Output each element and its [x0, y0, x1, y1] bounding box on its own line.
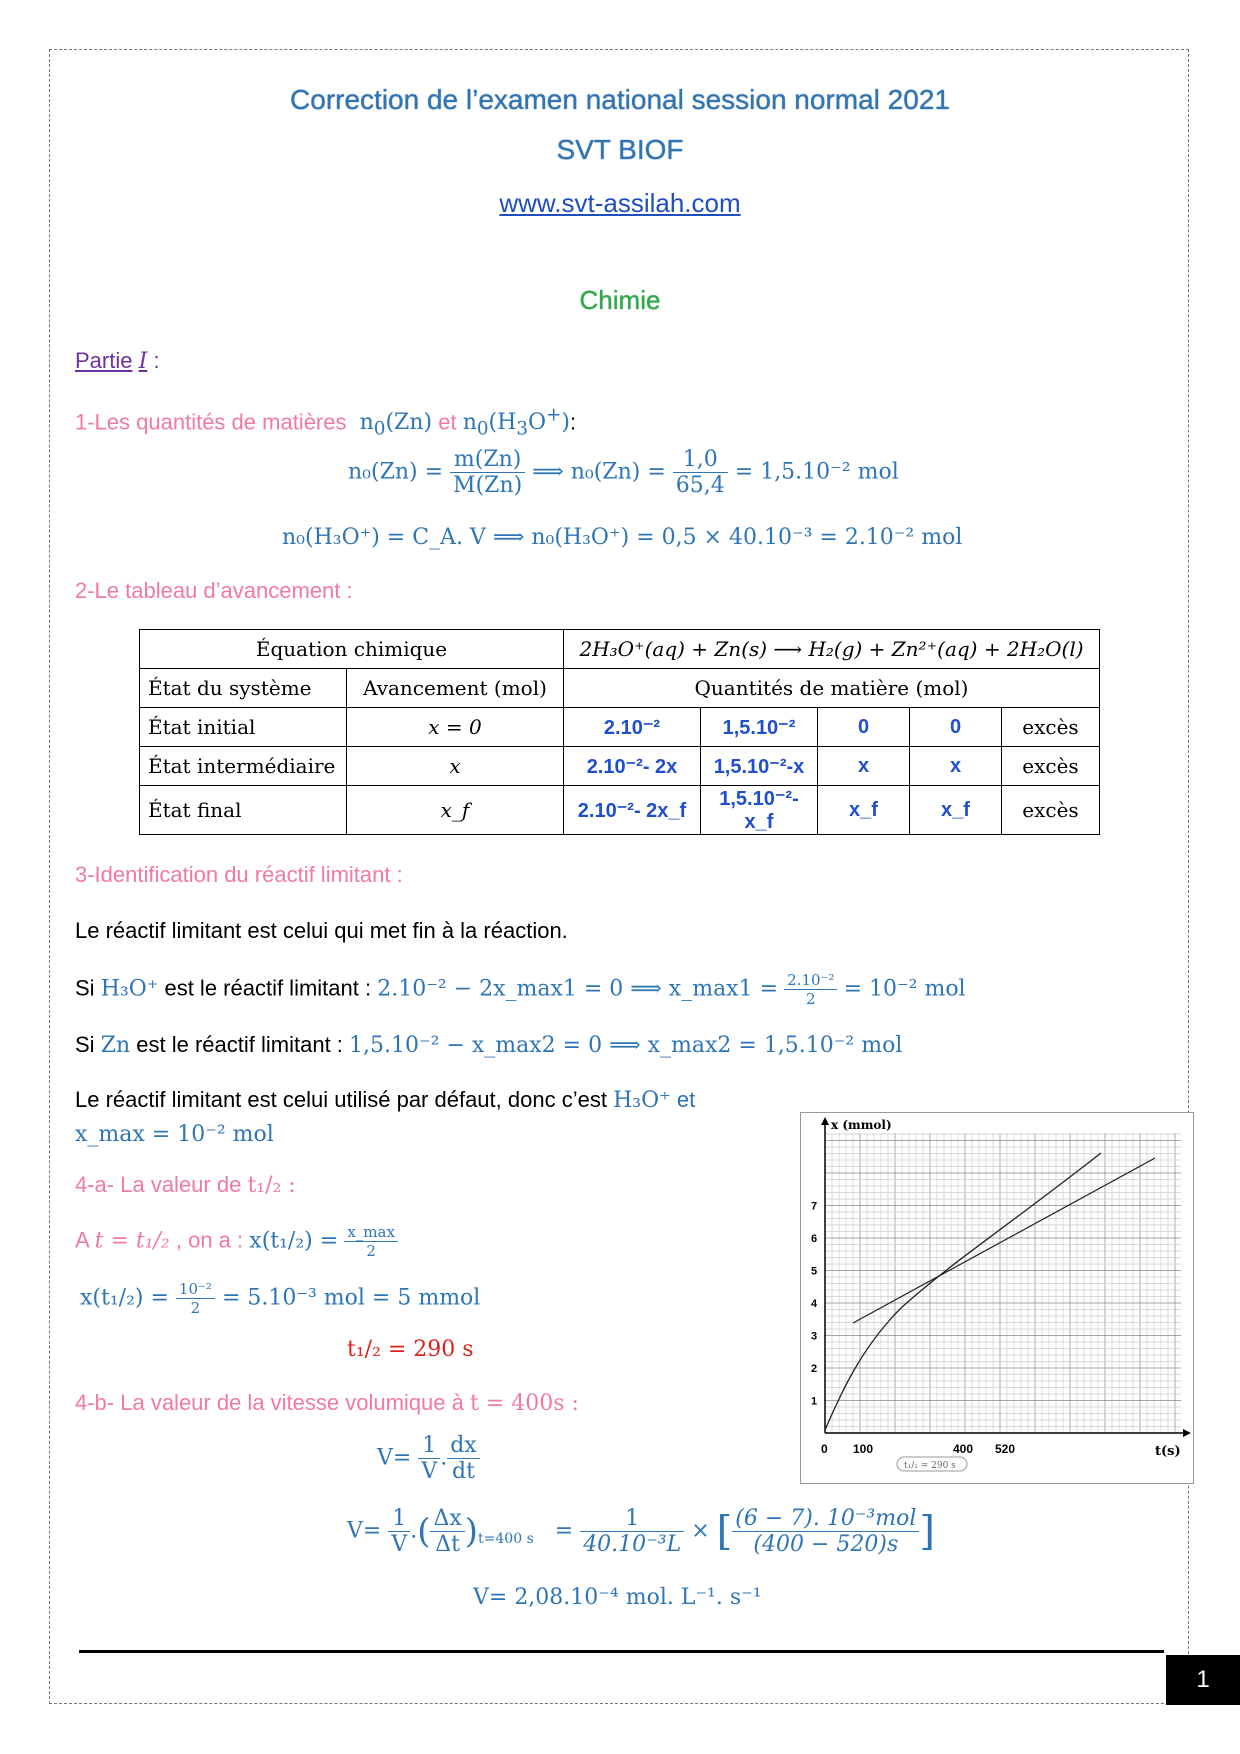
row-zn: 1,5.10⁻²-x [701, 747, 818, 786]
q4b-line2: V= $\frac{1}{V}$ .( $\frac{\Delta x}{\Delta t}$ )$_{t=400 s}$ = $\frac{1}{\text{40.10⁻³L}}$ × [ $\frac{\text{(6 − 7). 10⁻³mol}}{(400 - 520)s}$ ] [347, 1506, 936, 1557]
q4a-heading-sym: t₁/₂ : [247, 1173, 296, 1198]
document-subtitle: SVT BIOF [556, 134, 684, 165]
curve-x-t [825, 1153, 1101, 1430]
q3-p2-species: H₃O⁺ [100, 976, 159, 1002]
row-h2o: excès [1002, 747, 1100, 786]
q3-p4-eq: x_max = 10⁻² mol [75, 1122, 274, 1147]
q4b-l2-dot: . [410, 1518, 418, 1544]
q1-l1-den: M(Zn) [453, 473, 523, 498]
row-state: État initial [140, 708, 347, 747]
q4b-heading-text: 4-b- La valeur de la vitesse volumique à [75, 1390, 464, 1415]
q4b-l2-times: × [691, 1518, 710, 1544]
row-adv: x = 0 [347, 708, 564, 747]
graph-xlabel: t(s) [1155, 1444, 1181, 1459]
q4b-l1-dot: . [440, 1445, 448, 1471]
q4b-l2-n2: Δx [430, 1506, 464, 1532]
q4b-l2-sub: t=400 s [478, 1530, 534, 1547]
y-tick-label: 3 [811, 1330, 818, 1343]
q3-p4-text: Le réactif limitant est celui utilisé par défaut, donc c’est [75, 1087, 607, 1112]
row-zn2: x [910, 747, 1002, 786]
row-h3o: 2.10⁻² [564, 708, 701, 747]
q4b-line1 [377, 1433, 480, 1484]
row-h3o: 2.10⁻²- 2x [564, 747, 701, 786]
q4b-l2-n1: 1 [388, 1506, 410, 1532]
q3-p3-eq: 1,5.10⁻² − x_max2 = 0 ⟹ x_max2 = 1,5.10⁻² mol [349, 1033, 903, 1058]
q1-et: et [438, 409, 457, 435]
q4b-l1-d1: V [421, 1459, 438, 1484]
x-tick-label: 100 [853, 1442, 874, 1456]
website-link[interactable] [0, 188, 1240, 219]
row-h2: x [818, 747, 910, 786]
q4a-l2-den: 2 [190, 1299, 201, 1317]
q3-p3-species: Zn [100, 1033, 131, 1058]
q4a-l1-eq: x(t₁/₂) = [249, 1228, 339, 1254]
q4a-l1-t: t = t₁/₂ [94, 1228, 170, 1254]
y-tick-label: 2 [811, 1363, 818, 1375]
q4b-l1-n2: dx [447, 1433, 480, 1459]
q1-l1-rhs: = 1,5.10⁻² mol [734, 459, 899, 485]
q1-l1-mid: ⟹ n₀(Zn) = [532, 459, 666, 485]
row-zn: 1,5.10⁻²- x_f [701, 786, 818, 835]
row-adv: x [347, 747, 564, 786]
q2-heading: 2-Le tableau d’avancement : [75, 578, 353, 603]
q3-p2-text: est le réactif limitant : [164, 975, 372, 1001]
avancement-table [139, 629, 1100, 835]
q1-l1-num2: 1,0 [673, 447, 728, 473]
q1-l1-num: m(Zn) [450, 447, 525, 473]
q4b-l2-d2: Δt [435, 1532, 460, 1557]
row-state: État final [140, 786, 347, 835]
q4a-l1-num: x_max [344, 1223, 398, 1242]
q3-p2-eq: 2.10⁻² − 2x_max1 = 0 ⟹ x_max1 = [377, 976, 779, 1002]
q4a-l1-b: , on a : [175, 1227, 244, 1253]
q1-equation-1 [348, 447, 899, 498]
kinetics-graph [800, 1112, 1194, 1484]
q3-p2-den: 2 [806, 990, 816, 1008]
graph-annotation: t₁/₂ = 290 s [904, 1461, 956, 1471]
q4b-l2-n4: (6 − 7). 10⁻³mol [732, 1506, 919, 1532]
graph-ylabel: x (mmol) [831, 1118, 892, 1132]
q3-p2-num: 2.10⁻² [784, 971, 837, 990]
row-zn2: x_f [910, 786, 1002, 835]
q4a-line1 [75, 1223, 398, 1260]
q4a-l2-eq: x(t₁/₂) = [80, 1285, 169, 1311]
y-tick-label: 7 [811, 1200, 818, 1213]
q3-p3-text: est le réactif limitant : [136, 1032, 343, 1057]
q4b-l2-n3: 1 [580, 1506, 684, 1532]
q4b-l1-d2: dt [452, 1459, 475, 1484]
q4b-l1-n1: 1 [418, 1433, 440, 1459]
website-text[interactable]: www.svt-assilah.com [499, 188, 741, 218]
x-axis-arrow-icon [1183, 1429, 1191, 1437]
table-eq-label: Équation chimique [140, 630, 564, 669]
graph-svg [801, 1113, 1193, 1483]
page-number: 1 [1166, 1655, 1240, 1705]
q4a-l2-rhs: = 5.10⁻³ mol = 5 mmol [221, 1285, 481, 1311]
q4b-heading [75, 1390, 579, 1416]
row-zn2: 0 [910, 708, 1002, 747]
row-zn: 1,5.10⁻² [701, 708, 818, 747]
q1-l1-den2: 65,4 [675, 473, 725, 498]
q3-p4 [75, 1087, 695, 1113]
document-title: Correction de l’examen national session normal 2021 [290, 84, 950, 115]
row-h3o: 2.10⁻²- 2x_f [564, 786, 701, 835]
y-tick-label: 5 [811, 1265, 818, 1278]
graph-grid [825, 1133, 1181, 1433]
row-h2o: excès [1002, 786, 1100, 835]
q4a-l1-den: 2 [366, 1242, 376, 1260]
table-col-qty: Quantités de matière (mol) [564, 669, 1100, 708]
y-axis-arrow-icon [821, 1117, 829, 1125]
q1-equation-2: n₀(H₃O⁺) = C_A. V ⟹ n₀(H₃O⁺) = 0,5 × 40.10⁻³ = 2.10⁻² mol [282, 525, 963, 550]
table-col-adv: Avancement (mol) [347, 669, 564, 708]
q4b-l2-v: V= [347, 1518, 382, 1544]
q4a-heading-text: 4-a- La valeur de [75, 1172, 242, 1197]
tangent-line [853, 1158, 1155, 1323]
q4b-l1-v: V= [377, 1445, 412, 1471]
x-tick-label: 0 [821, 1442, 828, 1456]
table-equation: 2H₃O⁺(aq) + Zn(s) ⟶ H₂(g) + Zn²⁺(aq) + 2H₂O(l) [564, 630, 1100, 669]
q4b-l2-d3: 40.10⁻³L [583, 1532, 682, 1557]
q3-p2-si: Si [75, 975, 95, 1001]
table-col-state: État du système [140, 669, 347, 708]
q3-heading: 3-Identification du réactif limitant : [75, 862, 403, 887]
section-title: Chimie [579, 285, 661, 315]
q3-p1: Le réactif limitant est celui qui met fin à la réaction. [75, 918, 568, 943]
row-h2o: excès [1002, 708, 1100, 747]
y-tick-label: 1 [811, 1395, 818, 1408]
q4b-l2-d4: (400 − 520)s [753, 1532, 899, 1557]
footer-rule [79, 1650, 1164, 1653]
partie-colon: : [153, 348, 160, 373]
q3-p2-rhs: = 10⁻² mol [843, 976, 966, 1002]
partie-numeral: I [138, 349, 148, 374]
table-row [140, 786, 1100, 835]
q4a-l2-num: 10⁻² [176, 1280, 215, 1299]
y-tick-label: 6 [811, 1233, 818, 1245]
partie-heading [75, 348, 160, 374]
q4a-result: t₁/₂ = 290 s [347, 1337, 474, 1362]
row-h2: 0 [818, 708, 910, 747]
q4a-line2 [80, 1280, 480, 1317]
row-h2: x_f [818, 786, 910, 835]
q1-l1-lhs: n₀(Zn) = [348, 459, 444, 485]
partie-label: Partie [75, 348, 133, 373]
q4b-l2-d1: V [391, 1532, 408, 1557]
q3-p3-si: Si [75, 1032, 95, 1057]
q3-p4-et: et [676, 1087, 696, 1112]
q4b-heading-sym: t = 400s : [470, 1391, 579, 1416]
x-tick-label: 400 [953, 1442, 974, 1456]
q3-p4-species: H₃O⁺ [613, 1088, 671, 1113]
q4a-l1-a: A [75, 1227, 89, 1253]
q4b-l2-eq: = [554, 1518, 574, 1544]
table-row [140, 708, 1100, 747]
q4a-heading [75, 1172, 296, 1198]
table-row [140, 747, 1100, 786]
q1-heading-text: 1-Les quantités de matières [75, 409, 347, 435]
y-tick-label: 4 [811, 1298, 818, 1310]
x-tick-label: 520 [995, 1442, 1016, 1456]
q3-p3 [75, 1032, 902, 1058]
row-adv: x_f [347, 786, 564, 835]
q4b-result: V= 2,08.10⁻⁴ mol. L⁻¹. s⁻¹ [473, 1585, 762, 1610]
q1-heading: 1-Les quantités de matières $n_0(Zn)$ et $n_0(H_3O^+)$: [75, 405, 577, 440]
q3-p2 [75, 971, 966, 1008]
row-state: État intermédiaire [140, 747, 347, 786]
